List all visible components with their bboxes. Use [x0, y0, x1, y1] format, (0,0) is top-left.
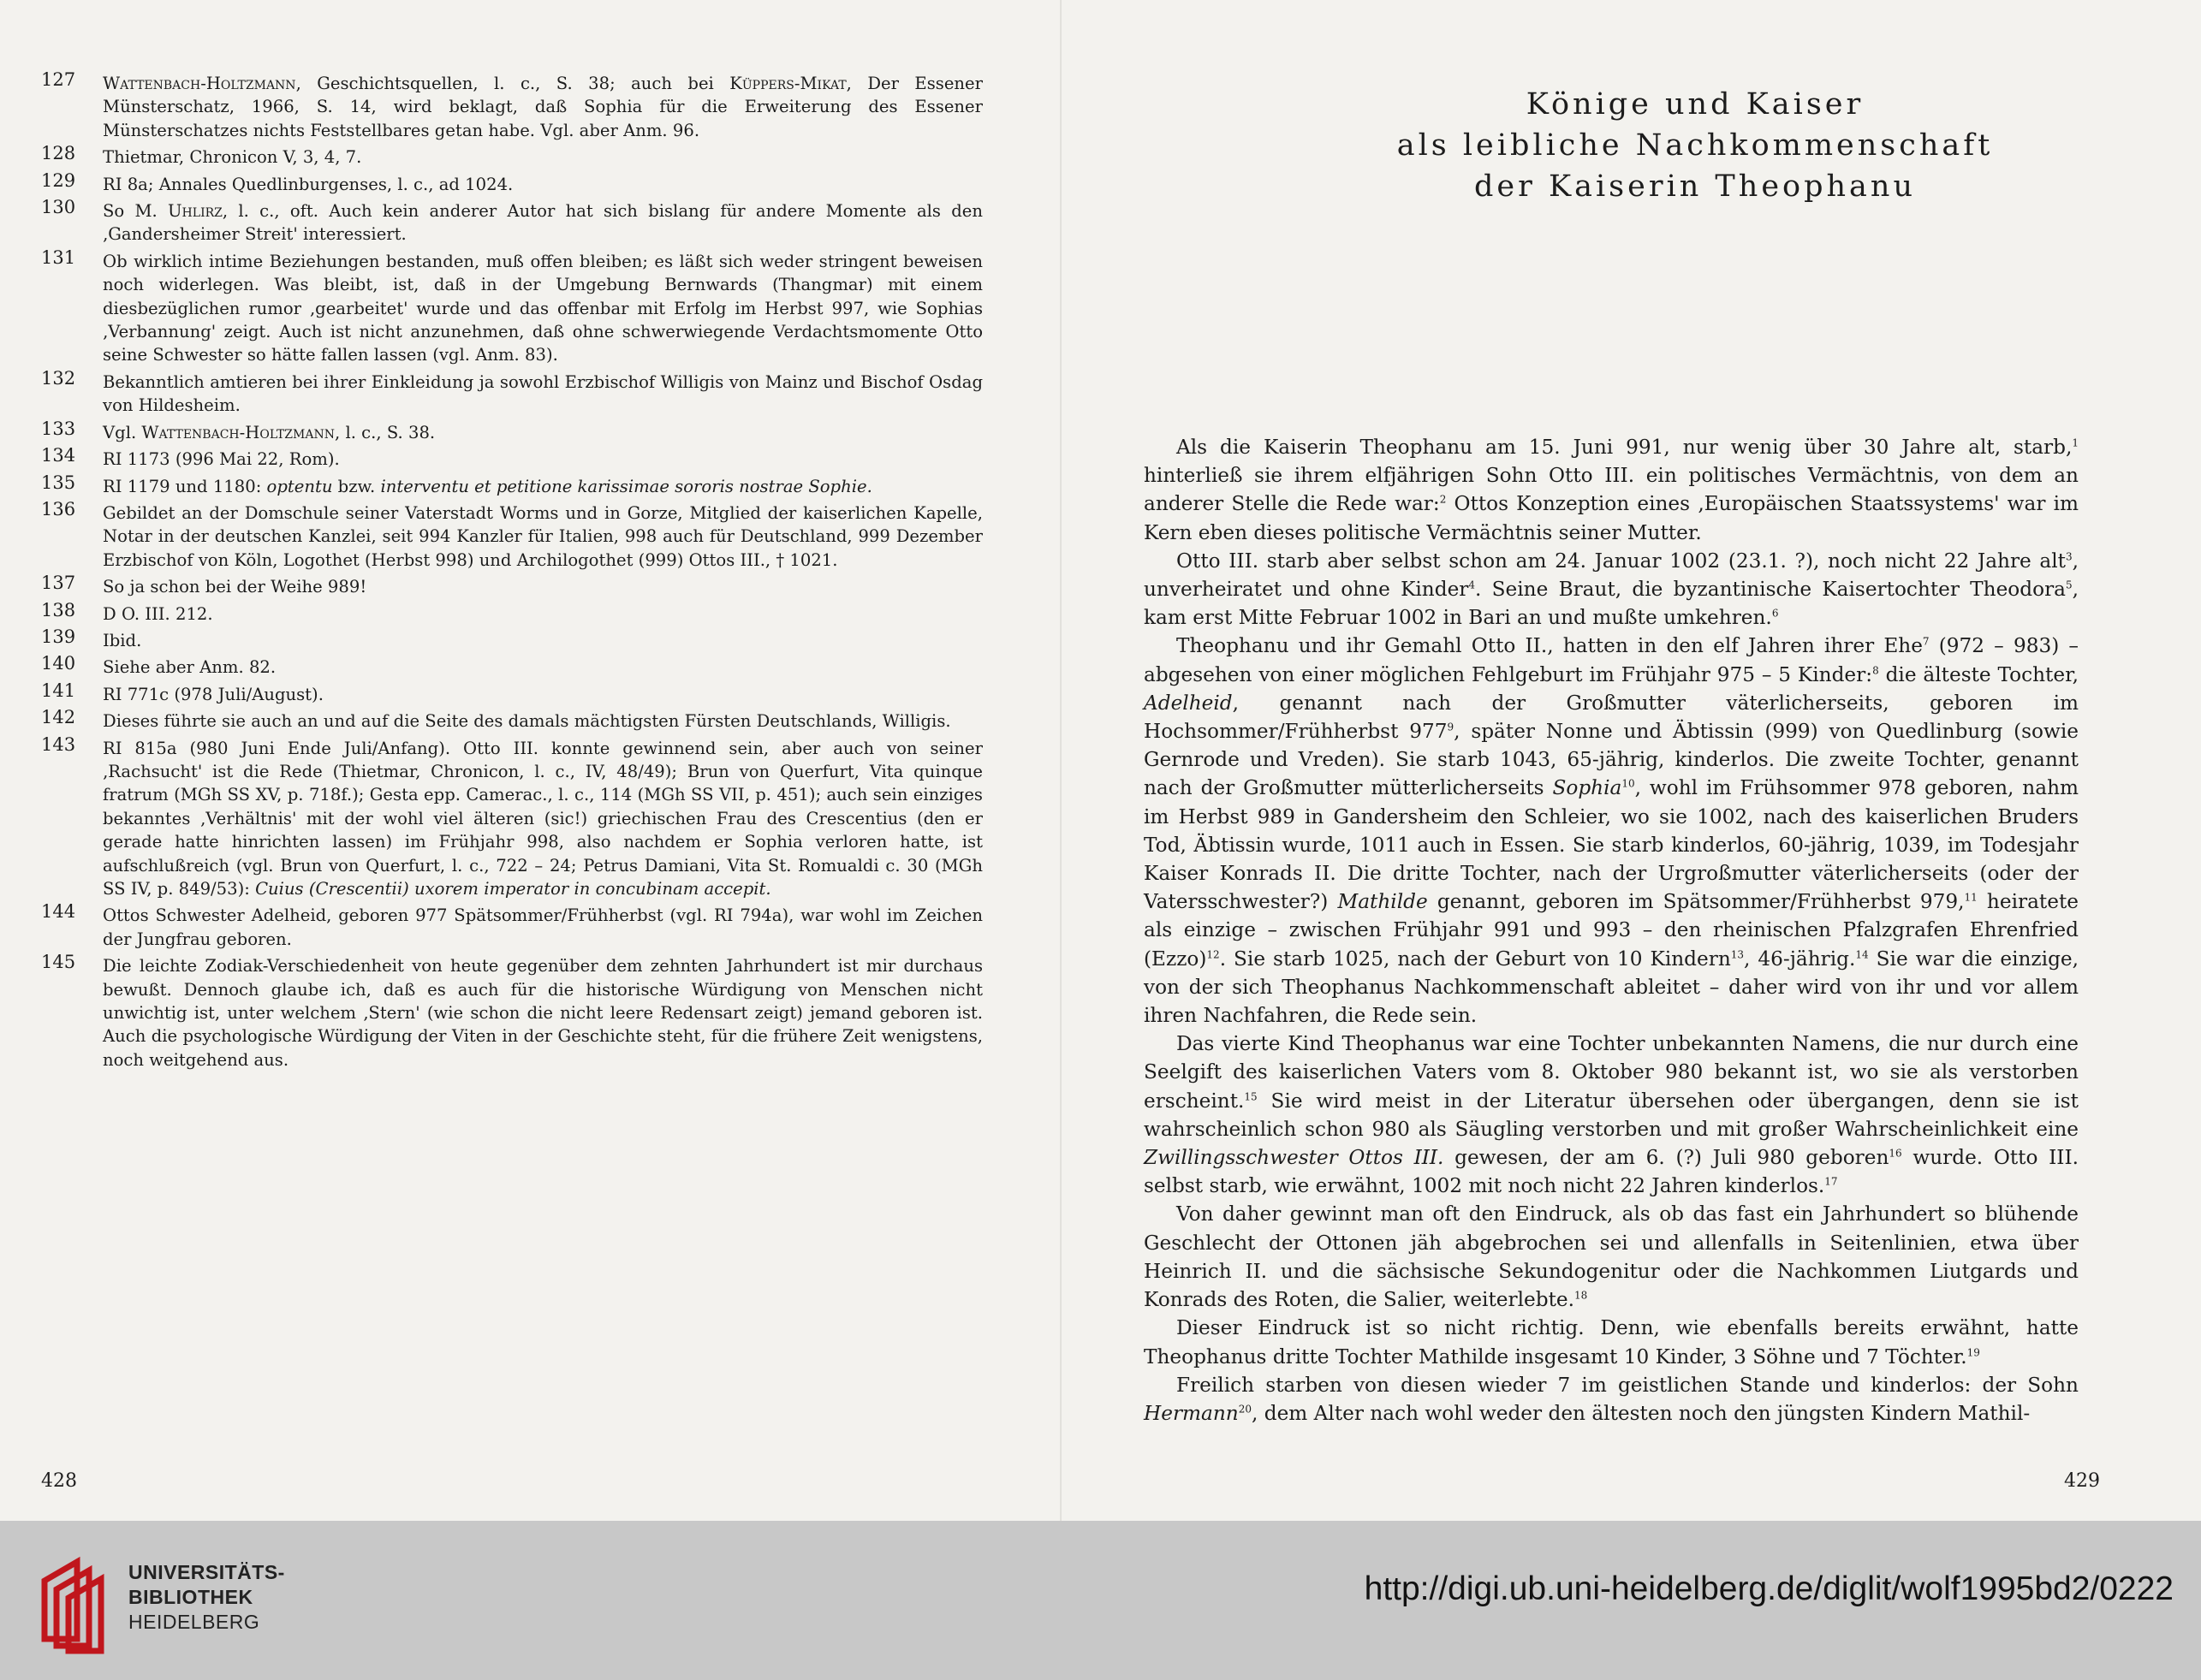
body-paragraph: Dieser Eindruck ist so nicht richtig. Denn, wie ebenfalls bereits erwähnt, hatte Theophanus dritte Tochter Mathilde insgesamt 10 Kinder, 3 Söhne und 7 Töchter.$^{19}$ [1144, 1316, 2079, 1368]
footnote-number: 133 [41, 418, 76, 439]
footnote-text: Gebildet an der Domschule seiner Vaterstadt Worms und in Gorze, Mitglied der kaiserlichen Kapelle, Notar in der deutschen Kanzlei, seit 994 Kanzler für Italien, 998 auch für Deutschland, 999 Dezember Erzbischof von Köln, Logothet (Herbst 998) und Archilogothet (999) Ottos III., † 1021. [103, 502, 983, 570]
footnote-text: RI 8a; Annales Quedlinburgenses, l. c., ad 1024. [103, 174, 514, 194]
footnote-number: 141 [41, 680, 76, 701]
footnote-text: Bekanntlich amtieren bei ihrer Einkleidung ja sowohl Erzbischof Willigis von Mainz und Bischof Osdag von Hildesheim. [103, 371, 983, 416]
viewer-footer [0, 1521, 2201, 1680]
footnote-number: 132 [41, 367, 76, 389]
footnote [41, 680, 983, 706]
library-line-1: UNIVERSITÄTS- [128, 1561, 285, 1583]
title-line-1: Könige und Kaiser [1526, 87, 1865, 122]
page-number-right: 429 [2064, 1470, 2100, 1492]
permalink-url[interactable]: http://digi.ub.uni-heidelberg.de/diglit/wolf1995bd2/0222 [1364, 1570, 2174, 1607]
footnote [41, 575, 983, 598]
library-line-3: HEIDELBERG [128, 1611, 260, 1633]
body-paragraph: Freilich starben von diesen wieder 7 im geistlichen Stande und kinderlos: der Sohn Hermann$^{20}$, dem Alter nach wohl weder den ältesten noch den jüngsten Kindern Mathil- [1144, 1373, 2079, 1425]
footnote [41, 954, 983, 1072]
footnote-number: 127 [41, 69, 76, 90]
page-number-left: 428 [41, 1470, 77, 1492]
footnote-text: RI 1173 (996 Mai 22, Rom). [103, 449, 340, 470]
footnote-text: Ottos Schwester Adelheid, geboren 977 Spätsommer/Frühherbst (vgl. RI 794a), war wohl im Zeichen der Jungfrau geboren. [103, 905, 983, 949]
footnote [41, 599, 983, 626]
footnote-text: D O. III. 212. [103, 603, 213, 624]
footnote-text: Die leichte Zodiak-Verschiedenheit von heute gegenüber dem zehnten Jahrhundert ist mir durchaus bewußt. Dennoch glaube ich, daß es auch für die historische Würdigung von Menschen nicht unwichtig ist, unter welchem ‚Stern' (wie schon die nicht leere Redensart zeigt) jemand geboren ist. Auch die psychologische Würdigung der Viten in der Geschichte steht, für die frühere Zeit wenigstens, noch weitgehend aus. [103, 956, 983, 1070]
footnote-number: 138 [41, 599, 76, 620]
left-page [0, 0, 1062, 1521]
body-paragraph: Otto III. starb aber selbst schon am 24. Januar 1002 (23.1. ?), noch nicht 22 Jahre alt$^3$, unverheiratet und ohne Kinder$^4$. Seine Braut, die byzantinische Kaisertochter Theodora$^5$, kam erst Mitte Februar 1002 in Bari an und mußte umkehren.$^6$ [1144, 549, 2079, 630]
footnote-text: Ibid. [103, 630, 142, 650]
footnote-number: 136 [41, 498, 76, 519]
footnote [41, 367, 983, 418]
footnote-number: 137 [41, 573, 76, 594]
footnote [41, 145, 983, 169]
title-line-3: der Kaiserin Theophanu [1473, 169, 1916, 204]
footnote-number: 145 [41, 952, 76, 973]
body-text [1144, 433, 2079, 1428]
footnote [41, 901, 983, 951]
footnote-text: RI 1179 und 1180: optentu bzw. interventu et petitione karissimae sororis nostrae Sophie. [103, 476, 872, 496]
footnote-number: 142 [41, 707, 76, 728]
body-paragraph: Das vierte Kind Theophanus war eine Tochter unbekannten Namens, die nur durch eine Seelgift des kaiserlichen Vaters vom 8. Oktober 980 bekannt ist, wo sie als verstorben erscheint.$^{15}$ Sie wird meist in der Literatur übersehen oder übergangen, denn sie ist wahrscheinlich schon 980 als Säugling verstorben und mit großer Wahrscheinlichkeit eine Zwillingsschwester Ottos III. gewesen, der am 6. (?) Juli 980 geboren$^{16}$ wurde. Otto III. selbst starb, wie erwähnt, 1002 mit noch nicht 22 Jahren kinderlos.$^{17}$ [1144, 1032, 2079, 1198]
footnote-text: Wattenbach-Holtzmann, Geschichtsquellen, l. c., S. 38; auch bei Küppers-Mikat, Der Essener Münsterschatz, 1966, S. 14, wird beklagt, daß Sophia für die Erweiterung des Essener Münsterschatzes nichts Feststellbares getan habe. Vgl. aber Anm. 96. [103, 74, 983, 140]
footnote [41, 472, 983, 498]
footnote [41, 498, 983, 572]
footnote [41, 709, 983, 733]
chapter-title [1318, 84, 2072, 207]
footnote-number: 129 [41, 169, 76, 191]
footnote [41, 169, 983, 196]
footnote-number: 139 [41, 626, 76, 647]
footnote [41, 733, 983, 901]
footnote-number: 134 [41, 445, 76, 466]
footnote-number: 131 [41, 246, 76, 268]
footnote-text: RI 815a (980 Juni Ende Juli/Anfang). Otto III. konnte gewinnend sein, aber auch von seiner ‚Rachsucht' ist die Rede (Thietmar, Chronicon, l. c., IV, 48/49); Brun von Querfurt, Vita quinque fratrum (MGh SS XV, p. 718f.); Gesta epp. Camerac., l. c., 114 (MGh SS VII, p. 451); auch sein einziges bekanntes ‚Verhältnis' mit der wohl viel älteren (sic!) griechischen Frau des Crescentius (den er gerade hatte hinrichten lassen) im Frühjahr 998, also nachdem er Sophia verloren hatte, ist aufschlußreich (vgl. Brun von Querfurt, l. c., 722 – 24; Petrus Damiani, Vita St. Romualdi c. 30 (MGh SS IV, p. 849/53): Cuius (Crescentii) uxorem imperator in concubinam accepit. [103, 738, 983, 899]
footnote-text: So ja schon bei der Weihe 989! [103, 577, 367, 597]
footnote-text: Vgl. Wattenbach-Holtzmann, l. c., S. 38. [103, 422, 436, 442]
footnote [41, 445, 983, 471]
body-paragraph: Theophanu und ihr Gemahl Otto II., hatten in den elf Jahren ihrer Ehe$^7$ (972 – 983) – abgesehen von einer möglichen Fehlgeburt im Frühjahr 975 – 5 Kinder:$^8$ die älteste Tochter, Adelheid, genannt nach der Großmutter väterlicherseits, geboren im Hochsommer/Frühherbst $977^9$, später Nonne und Äbtissin (999) von Quedlinburg (sowie Gernrode und Vreden). Sie starb 1043, 65-jährig, kinderlos. Die zweite Tochter, genannt nach der Großmutter mütterlicherseits Sophia$^{10}$, wohl im Frühsommer 978 geboren, nahm im Herbst 989 in Gandersheim den Schleier, wo sie 1002, nach des kaiserlichen Bruders Tod, Äbtissin wurde, 1011 auch in Essen. Sie starb kinderlos, 60-jährig, 1039, im Todesjahr Kaiser Konrads II. Die dritte Tochter, nach der Urgroßmutter väterlicherseits (oder der Vatersschwester?) Mathilde genannt, geboren im Spätsommer/Frühherbst 979,11 heiratete als einzige – zwischen Frühjahr 991 und 993 – den rheinischen Pfalzgrafen Ehrenfried (Ezzo)$^{12}$. Sie starb 1025, nach der Geburt von 10 Kindern$^{13}$, 46-jährig.$^{14}$ Sie war die einzige, von der sich Theophanus Nachkommenschaft ableitet – daher wird von ihr und vor allem ihren Nachfahren, die Rede sein. [1144, 634, 2079, 1028]
footnote-text: Siehe aber Anm. 82. [103, 657, 277, 678]
body-paragraph: Von daher gewinnt man oft den Eindruck, als ob das fast ein Jahrhundert so blühende Geschlecht der Ottonen jäh abgebrochen sei und allenfalls in Seitenlinien, etwa über Heinrich II. und die sächsische Sekundogenitur oder die Nachkommen Liutgards und Konrads des Roten, die Salier, weiterlebte.$^{18}$ [1144, 1202, 2079, 1312]
footnote [41, 69, 983, 142]
footnote [41, 199, 983, 246]
footnote [41, 653, 983, 679]
footnote-number: 144 [41, 901, 76, 923]
footnote-text: Thietmar, Chronicon V, 3, 4, 7. [103, 147, 362, 168]
footnote-number: 135 [41, 472, 76, 493]
library-logo-icon[interactable] [27, 1545, 139, 1656]
footnote-text: RI 771c (978 Juli/August). [103, 684, 324, 704]
footnote-number: 128 [41, 143, 76, 164]
footnotes [41, 69, 984, 1075]
library-line-2: BIBLIOTHEK [128, 1586, 253, 1608]
footnote-number: 143 [41, 733, 76, 755]
footnote [41, 246, 983, 367]
footnote-text: Ob wirklich intime Beziehungen bestanden, muß offen bleiben; es läßt sich weder stringent beweisen noch widerlegen. Was bleibt, ist, daß in der Umgebung Bernwards (Thangmar) mit einem diesbezüglichen rumor ‚gearbeitet' wurde und das offenbar mit Erfolg im Herbst 997, wie Sophias ‚Verbannung' zeigt. Auch ist nicht anzunehmen, daß ohne schwerwiegende Verdachtsmomente Otto seine Schwester so hätte fallen lassen (vgl. Anm. 83). [103, 251, 983, 365]
footnote-text: So M. Uhlirz, l. c., oft. Auch kein anderer Autor hat sich bislang für andere Momente als den ‚Gandersheimer Streit' interessiert. [103, 201, 984, 245]
library-name [128, 1560, 285, 1635]
body-paragraph: Als die Kaiserin Theophanu am 15. Juni 991, nur wenig über 30 Jahre alt, starb,$^1$ hinterließ sie ihrem elfjährigen Sohn Otto III. ein politisches Vermächtnis, von dem an anderer Stelle die Rede war:$^2$ Ottos Konzeption eines ‚Europäischen Staatssystems' war im Kern eben dieses politische Vermächtnis seiner Mutter. [1144, 436, 2079, 544]
footnote-number: 130 [41, 197, 76, 218]
footnote-number: 140 [41, 653, 76, 674]
footnote [41, 626, 983, 652]
title-line-2: als leibliche Nachkommenschaft [1396, 128, 1994, 163]
footnote [41, 418, 983, 444]
right-page [1062, 0, 2201, 1521]
footnote-text: Dieses führte sie auch an und auf die Seite des damals mächtigsten Fürsten Deutschlands, Willigis. [103, 711, 951, 732]
